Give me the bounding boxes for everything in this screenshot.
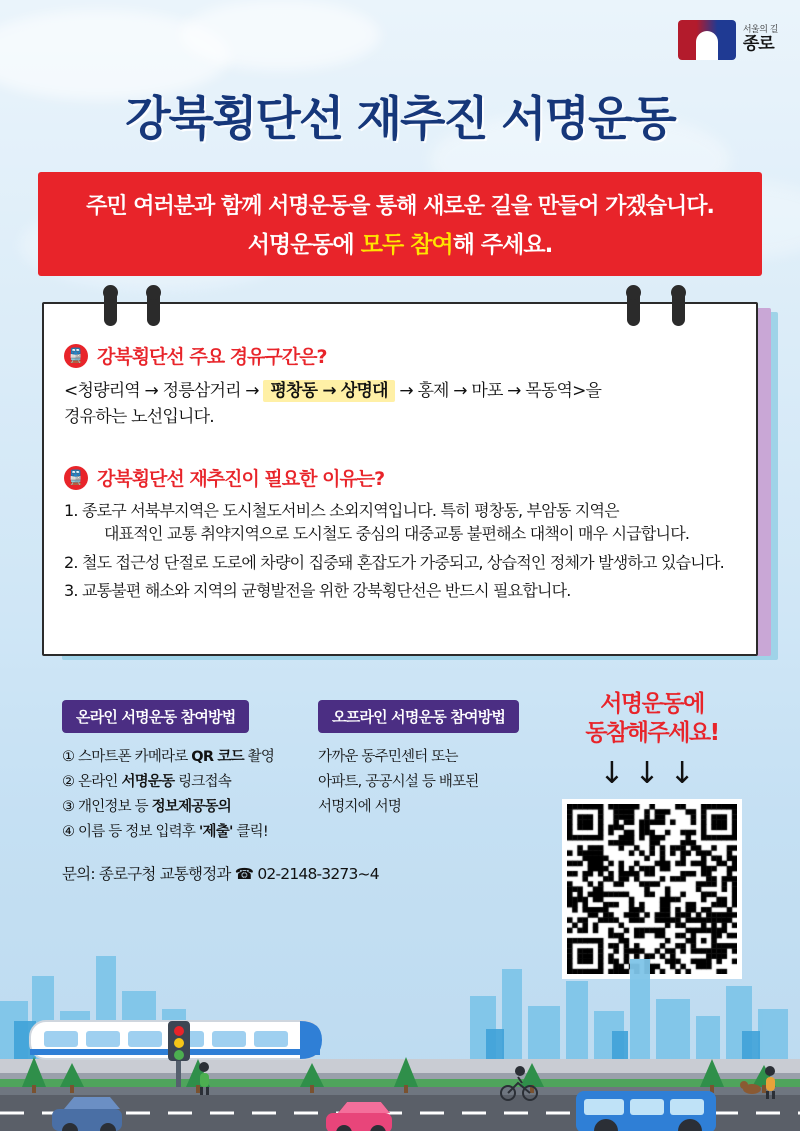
list-item: 가까운 동주민센터 또는 xyxy=(318,749,458,765)
question-title: 강북횡단선 주요 경유구간은? xyxy=(97,346,327,368)
offline-lines xyxy=(318,745,568,820)
jongno-logo xyxy=(678,20,778,60)
step-text-end: 링크접속 xyxy=(174,773,231,790)
cloud-decoration xyxy=(180,0,380,70)
question-block-reasons xyxy=(64,464,736,608)
reasons-list xyxy=(64,499,736,604)
contact-info: 문의: 종로구청 교통행정과 ☎ 02-2148-3273~4 xyxy=(62,865,379,883)
step-text: ④ 이름 등 정보 입력후 xyxy=(62,823,199,840)
banner-line-2a: 서명운동에 xyxy=(247,232,361,258)
route-text-after: → 홍제 → 마포 → 목동역>을 xyxy=(399,381,602,401)
online-chip: 온라인 서명운동 참여방법 xyxy=(62,700,249,733)
list-item: 아파트, 공공시설 등 배포된 xyxy=(318,773,479,790)
down-arrow-icon: ↓↓↓ xyxy=(599,755,705,791)
route-text-line2: 경유하는 노선입니다. xyxy=(64,406,214,427)
jongno-gate-logo-icon xyxy=(678,20,736,60)
info-board xyxy=(42,302,758,656)
train-icon: 🚆 xyxy=(64,344,88,368)
list-item xyxy=(62,795,312,820)
bus-illustration xyxy=(576,1091,716,1131)
page-title: 강북횡단선 재추진 서명운동 xyxy=(125,92,675,147)
banner-line-2c: 해 주세요. xyxy=(452,232,553,258)
list-item: 3. 교통불편 해소와 지역의 균형발전을 위한 강북횡단선은 반드시 필요합니다. xyxy=(64,581,571,601)
banner-line-2-highlight: 모두 참여 xyxy=(360,232,453,258)
clip-icon xyxy=(672,286,685,326)
step-text: ③ 개인정보 등 xyxy=(62,798,152,815)
step-text: ② 온라인 xyxy=(62,773,122,790)
list-item: 서명지에 서명 xyxy=(318,798,402,815)
step-text: ① 스마트폰 카메라로 xyxy=(62,749,192,765)
question-header xyxy=(64,464,736,491)
clip-icon xyxy=(147,286,160,326)
step-emphasis: QR 코드 xyxy=(191,749,244,765)
logo-title: 종로 xyxy=(742,33,774,54)
list-item xyxy=(62,770,312,795)
list-item: 대표적인 교통 취약지역으로 도시철도 중심의 대중교통 불편해소 대책이 매우 시급합니다. xyxy=(104,523,690,543)
list-item xyxy=(62,820,312,845)
route-text-before: <청량리역 → 정릉삼거리 → xyxy=(64,381,259,401)
logo-subtitle: 서울의 길 xyxy=(742,25,778,36)
banner-line-2 xyxy=(248,226,553,259)
question-block-route xyxy=(64,342,736,430)
step-emphasis: 정보제공동의 xyxy=(151,798,231,815)
online-steps xyxy=(62,745,312,845)
step-emphasis: '제출' xyxy=(198,823,233,840)
list-item xyxy=(62,745,312,770)
clip-icon xyxy=(104,286,117,326)
route-highlight: 평창동 → 상명대 xyxy=(263,380,394,402)
route-text xyxy=(64,379,736,430)
offline-chip: 오프라인 서명운동 참여방법 xyxy=(318,700,519,733)
city-illustration xyxy=(0,881,800,1131)
question-header xyxy=(64,342,736,369)
step-text-end: 클릭! xyxy=(232,823,268,840)
board-clips xyxy=(42,286,758,326)
banner-line-1: 주민 여러분과 함께 서명운동을 통해 새로운 길을 만들어 가겠습니다. xyxy=(86,194,714,219)
online-column xyxy=(62,700,312,845)
step-text-end: 촬영 xyxy=(243,749,275,765)
offline-column xyxy=(318,700,568,820)
clip-icon xyxy=(627,286,640,326)
list-item: 1. 종로구 서북부지역은 도시철도서비스 소외지역입니다. 특히 평창동, 부암동 지역은 xyxy=(64,501,619,520)
step-emphasis: 서명운동 xyxy=(121,773,175,790)
cta-line-1: 서명운동에 xyxy=(600,691,704,717)
list-item: 2. 철도 접근성 단절로 도로에 차량이 집중돼 혼잡도가 가중되고, 상습적인 정체가 발생하고 있습니다. xyxy=(64,552,724,572)
red-banner xyxy=(38,172,762,276)
cta-line-2: 동참해주세요! xyxy=(585,719,719,746)
question-title: 강북횡단선 재추진이 필요한 이유는? xyxy=(97,468,385,490)
train-icon: 🚆 xyxy=(64,466,88,490)
